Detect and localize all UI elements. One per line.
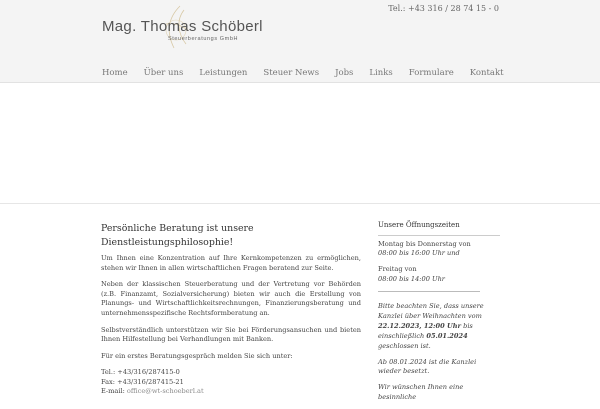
holiday-notice-text-a: Bitte beachten Sie, dass unsere Kanzlei über Weihnachten vom <box>378 302 484 320</box>
nav-links[interactable]: Links <box>369 68 393 78</box>
contact-block <box>101 368 361 397</box>
header-phone: Tel.: +43 316 / 28 74 15 - 0 <box>388 4 499 13</box>
hours-fri <box>378 265 500 285</box>
paragraph-services: Neben der klassischen Steuerberatung und der Vertretung vor Behörden (z.B. Finanzamt, Sozialversicherung) bieten wir auch die Erstellung von Planungs- und Wirtschaftlichkeitsrechnungen, Finanzierungsberatung und unternehmensspezifische Rechtsformberatung an. <box>101 280 361 317</box>
holiday-notice-text-b: bis einschließlich <box>378 321 473 340</box>
main-heading: Persönliche Beratung ist unsere Dienstleistungsphilosophie! <box>101 223 254 248</box>
paragraph-contact-intro: Für ein erstes Beratungsgespräch melden Sie sich unter: <box>101 351 293 360</box>
nav-ueber-uns[interactable]: Über uns <box>143 68 184 78</box>
logo[interactable] <box>102 18 263 42</box>
hours-mon-thu-time: 08:00 bis 16:00 Uhr und <box>378 249 460 258</box>
nav-home[interactable]: Home <box>102 68 128 78</box>
contact-email-row <box>101 387 361 397</box>
banner-area <box>0 83 600 204</box>
hours-mon-thu <box>378 240 500 260</box>
contact-fax: Fax: +43/316/287415-21 <box>101 377 184 386</box>
main-nav <box>102 68 520 78</box>
site-header <box>0 0 600 83</box>
season-greeting: Wir wünschen Ihnen eine besinnliche <box>378 383 464 402</box>
paragraph-intro: Um Ihnen eine Konzentration auf Ihre Kernkompetenzen zu ermöglichen, stehen wir Ihnen in allen wirtschaftlichen Fragen beratend zur Seite. <box>101 254 361 272</box>
holiday-notice-text-c: geschlossen ist. <box>378 341 431 350</box>
paragraph-support: Selbstverständlich unterstützen wir Sie bei Förderungsansuchen und bieten Ihnen Hilfestellung bei Verhandlungen mit Banken. <box>101 325 361 344</box>
contact-tel: Tel.: +43/316/287415-0 <box>101 368 180 377</box>
sidebar-title: Unsere Öffnungszeiten <box>378 220 500 236</box>
holiday-date-start: 22.12.2023, 12:00 Uhr <box>378 321 461 330</box>
nav-formulare[interactable]: Formulare <box>408 68 454 78</box>
holiday-date-end: 05.01.2024 <box>426 331 468 340</box>
logo-subtitle: Steuerberatungs GmbH <box>168 36 239 42</box>
holiday-notice <box>378 302 500 351</box>
opening-hours-sidebar <box>378 220 500 409</box>
logo-title: Mag. Thomas Schöberl <box>102 18 263 35</box>
contact-email-link[interactable]: office@wt-schoeberl.at <box>126 387 204 396</box>
nav-leistungen[interactable]: Leistungen <box>199 68 248 78</box>
sidebar-divider <box>378 291 480 292</box>
hours-fri-label: Freitag von <box>378 265 417 274</box>
nav-kontakt[interactable]: Kontakt <box>469 68 504 78</box>
main-content <box>101 222 361 404</box>
hours-mon-thu-label: Montag bis Donnerstag von <box>378 239 471 248</box>
nav-steuer-news[interactable]: Steuer News <box>263 68 320 78</box>
nav-jobs[interactable]: Jobs <box>335 68 354 78</box>
reopening-notice: Ab 08.01.2024 ist die Kanzlei wieder besetzt. <box>378 357 477 376</box>
contact-email-label: E-mail: <box>101 387 127 396</box>
hours-fri-time: 08:00 bis 14:00 Uhr <box>378 275 445 284</box>
